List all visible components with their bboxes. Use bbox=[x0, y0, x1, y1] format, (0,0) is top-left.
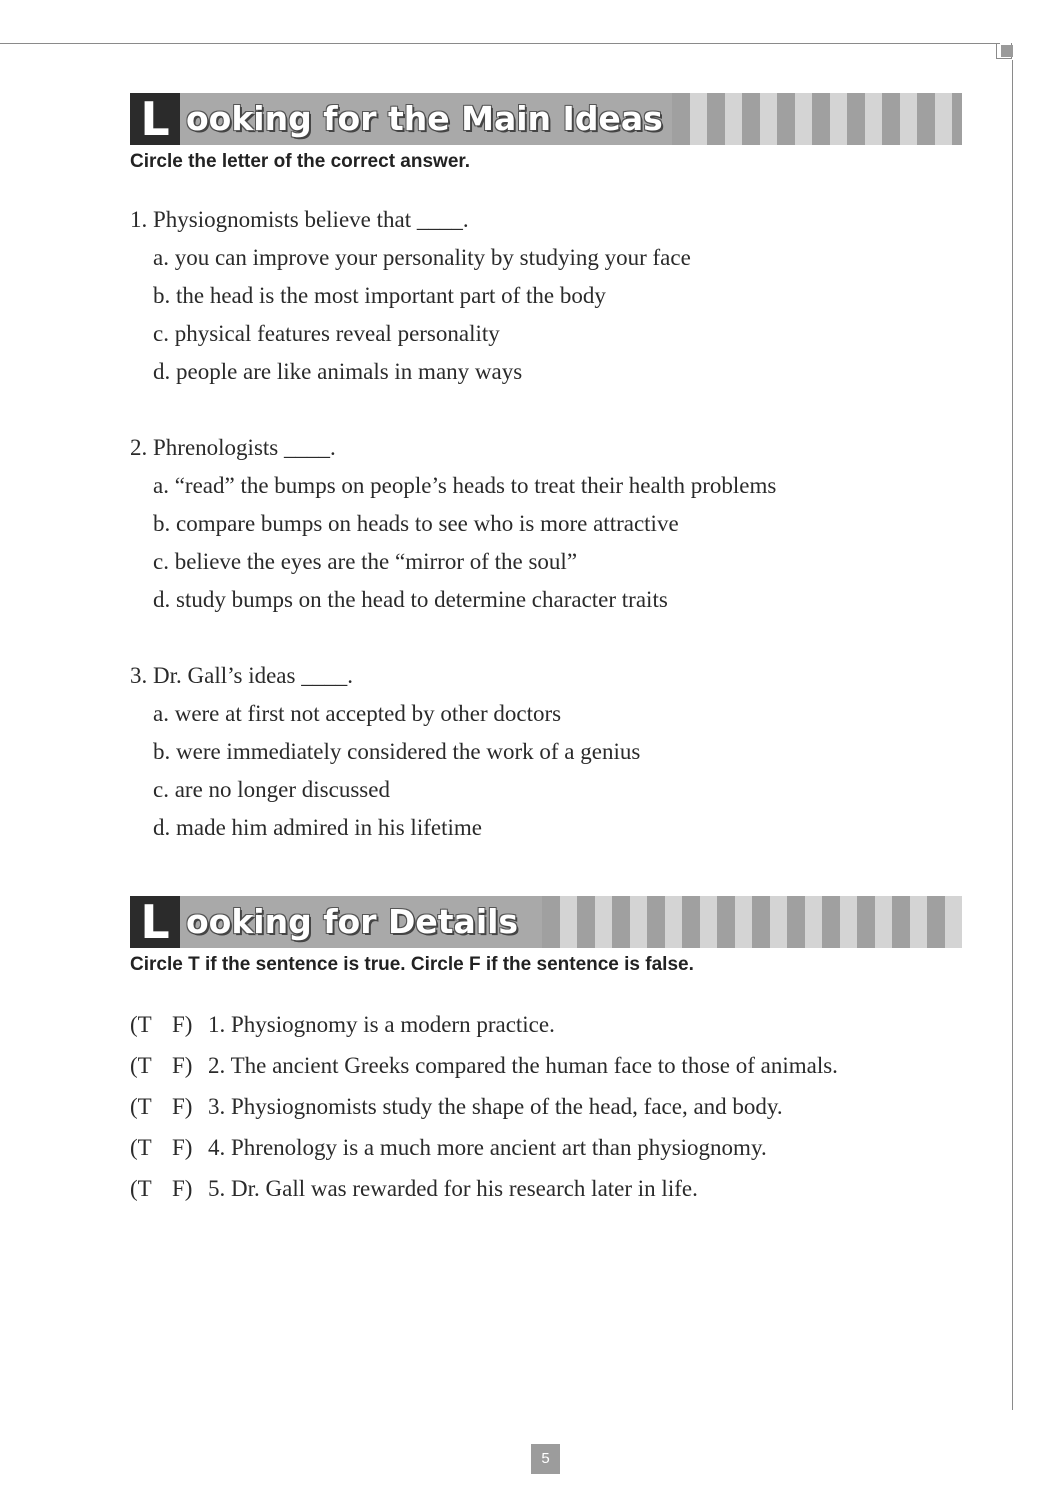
tf-false-option[interactable]: F) bbox=[172, 1012, 193, 1037]
tf-true-option[interactable]: (T bbox=[130, 1094, 152, 1119]
question-1-option-c: c. physical features reveal personality bbox=[153, 321, 500, 346]
page-frame-right-rule bbox=[1012, 60, 1013, 1410]
question-2-option-b: b. compare bumps on heads to see who is more attractive bbox=[153, 511, 679, 536]
question-3-option-d: d. made him admired in his lifetime bbox=[153, 815, 482, 840]
tf-true-option[interactable]: (T bbox=[130, 1012, 152, 1037]
tf-statement-text: 5. Dr. Gall was rewarded for his research later in life. bbox=[208, 1176, 698, 1201]
tf-statement-1 bbox=[130, 1010, 555, 1040]
details-banner bbox=[130, 896, 962, 948]
banner-title: ooking for Details bbox=[186, 902, 519, 941]
tf-statement-text: 1. Physiognomy is a modern practice. bbox=[208, 1012, 555, 1037]
page-corner-square bbox=[1001, 45, 1013, 57]
details-instruction: Circle T if the sentence is true. Circle F if the sentence is false. bbox=[130, 954, 694, 975]
banner-title: ooking for the Main Ideas bbox=[186, 99, 663, 138]
question-3-option-b: b. were immediately considered the work of a genius bbox=[153, 739, 641, 764]
tf-false-option[interactable]: F) bbox=[172, 1053, 193, 1078]
question-2-stem: 2. Phrenologists ____. bbox=[130, 435, 336, 460]
question-1-option-b: b. the head is the most important part of the body bbox=[153, 283, 606, 308]
tf-statement-4 bbox=[130, 1133, 767, 1163]
question-1-option-a: a. you can improve your personality by studying your face bbox=[153, 245, 691, 270]
banner-stripes bbox=[542, 896, 962, 948]
question-1-option-d: d. people are like animals in many ways bbox=[153, 359, 523, 384]
tf-statement-text: 4. Phrenology is a much more ancient art than physiognomy. bbox=[208, 1135, 767, 1160]
banner-stripes bbox=[672, 93, 962, 145]
question-3-option-a: a. were at first not accepted by other doctors bbox=[153, 701, 562, 726]
tf-true-option[interactable]: (T bbox=[130, 1053, 152, 1078]
tf-statement-text: 3. Physiognomists study the shape of the head, face, and body. bbox=[208, 1094, 783, 1119]
tf-true-option[interactable]: (T bbox=[130, 1135, 152, 1160]
main-ideas-banner bbox=[130, 93, 962, 145]
main-ideas-instruction: Circle the letter of the correct answer. bbox=[130, 151, 471, 172]
question-2-option-d: d. study bumps on the head to determine character traits bbox=[153, 587, 668, 612]
question-1-stem: 1. Physiognomists believe that ____. bbox=[130, 207, 469, 232]
question-3-option-c: c. are no longer discussed bbox=[153, 777, 390, 802]
question-2-option-a: a. “read” the bumps on people’s heads to treat their health problems bbox=[153, 473, 777, 498]
tf-statement-5 bbox=[130, 1174, 698, 1204]
banner-initial-letter: L bbox=[130, 93, 180, 145]
question-2-option-c: c. believe the eyes are the “mirror of the soul” bbox=[153, 549, 578, 574]
question-3-stem: 3. Dr. Gall’s ideas ____. bbox=[130, 663, 353, 688]
tf-true-option[interactable]: (T bbox=[130, 1176, 152, 1201]
page-number: 5 bbox=[531, 1444, 560, 1474]
tf-false-option[interactable]: F) bbox=[172, 1176, 193, 1201]
tf-statement-text: 2. The ancient Greeks compared the human face to those of animals. bbox=[208, 1053, 838, 1078]
tf-false-option[interactable]: F) bbox=[172, 1135, 193, 1160]
banner-initial-letter: L bbox=[130, 896, 180, 948]
tf-statement-3 bbox=[130, 1092, 783, 1122]
tf-false-option[interactable]: F) bbox=[172, 1094, 193, 1119]
tf-statement-2 bbox=[130, 1051, 838, 1081]
page-frame-top-rule bbox=[0, 43, 1000, 44]
